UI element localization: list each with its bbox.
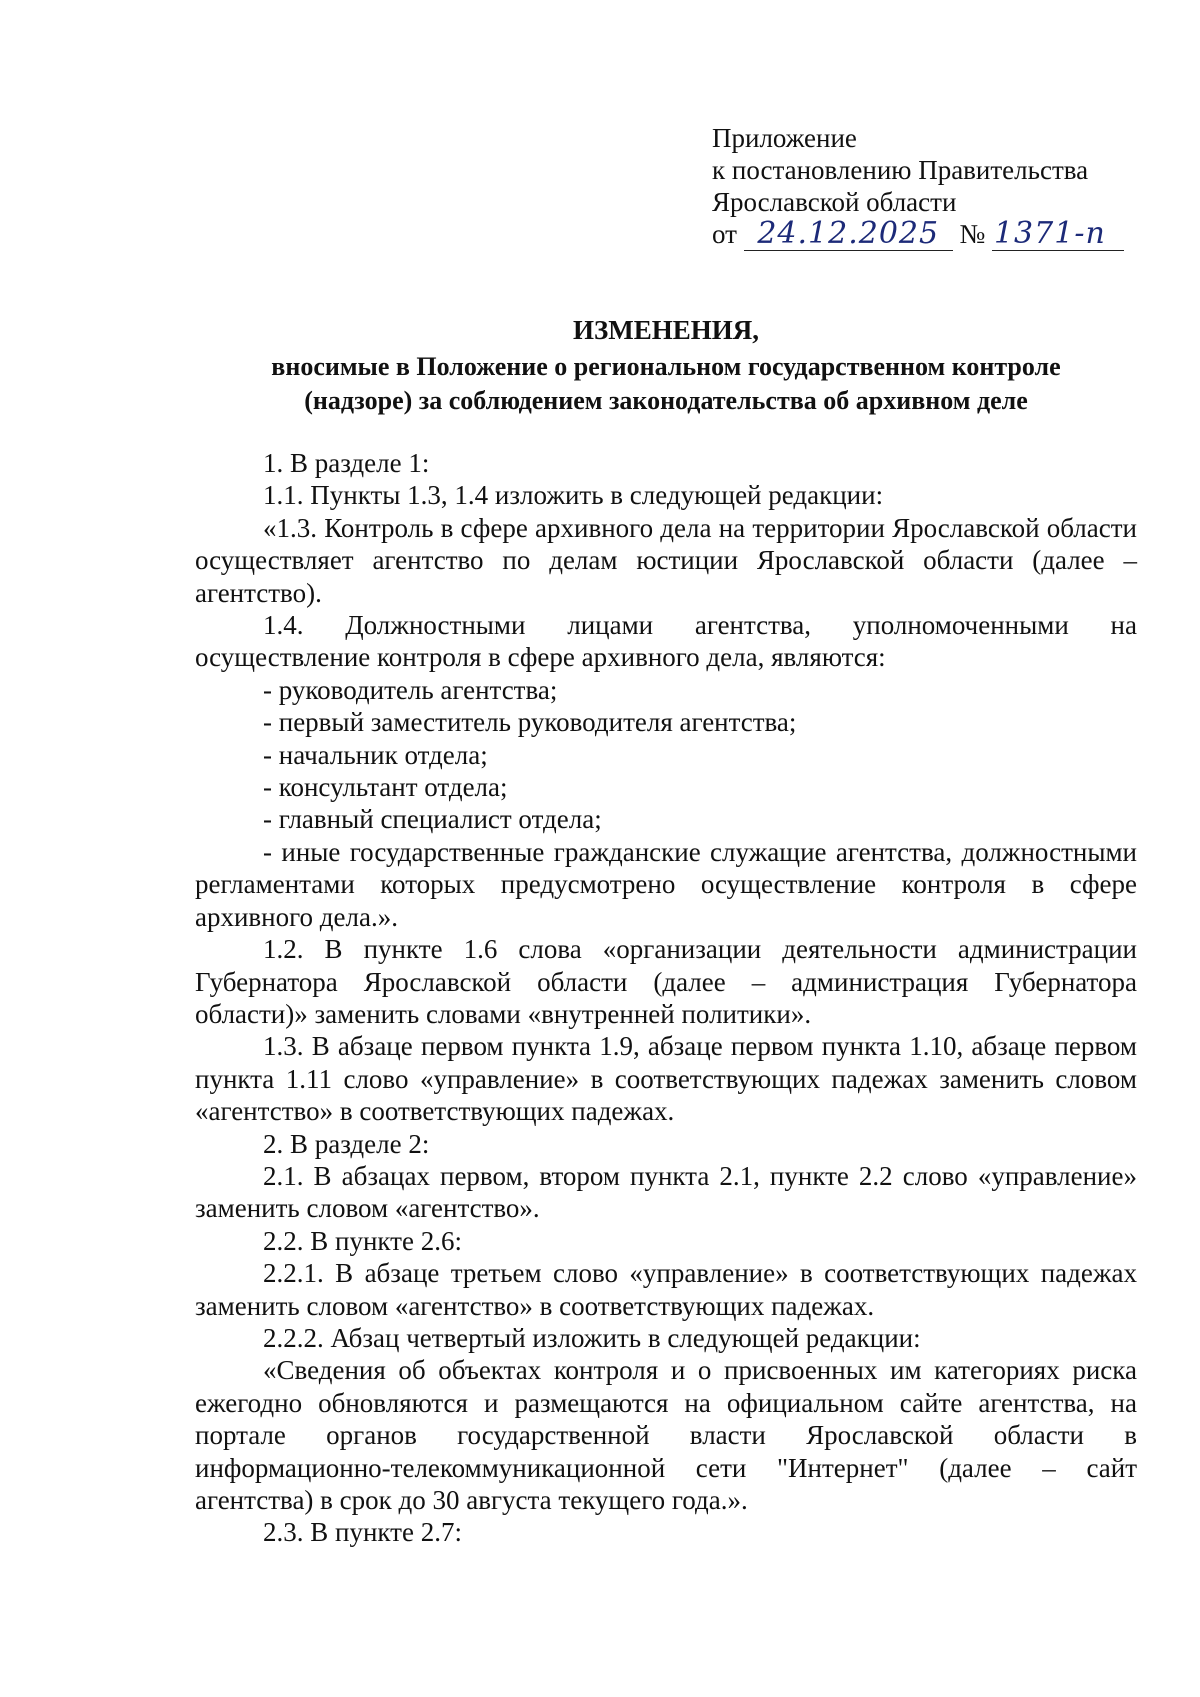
paragraph: 2.3. В пункте 2.7:: [263, 1517, 462, 1548]
paragraph: 1.3. В абзаце первом пункта 1.9, абзаце первом пункта 1.10, абзаце первом пункта 1.11 слово «управление» в соответствующих падежах заменить словом «агентство» в соответствующих падежах.: [195, 1031, 1137, 1127]
handwritten-number: 1371-п: [992, 218, 1124, 251]
paragraph: «1.3. Контроль в сфере архивного дела на территории Ярославской области осуществляет агентство по делам юстиции Ярославской области (далее – агентство).: [195, 512, 1137, 608]
paragraph: 2.2. В пункте 2.6:: [263, 1225, 462, 1256]
paragraph: 1.4. Должностными лицами агентства, уполномоченными на осуществление контроля в сфере архивного дела, являются:: [195, 610, 1137, 673]
document-body: [195, 447, 1137, 1549]
appendix-resolution-line: к постановлению Правительства: [712, 155, 1089, 185]
document-subtitle-line-2: (надзоре) за соблюдением законодательства об архивном деле: [304, 386, 1028, 415]
paragraph: 1. В разделе 1:: [263, 448, 430, 478]
paragraph: 2.2.2. Абзац четвертый изложить в следующей редакции:: [263, 1322, 921, 1353]
document-subtitle-line-1: вносимые в Положение о региональном государственном контроле: [271, 352, 1061, 381]
paragraph: «Сведения об объектах контроля и о присвоенных им категориях риска ежегодно обновляются и размещаются на официальном сайте агентства, на портале органов государственной власти Ярославской области в информационно-телекоммуникационной сети "Интернет" (далее – сайт агентства) в срок до 30 августа текущего года.».: [195, 1355, 1137, 1515]
paragraph: 1.1. Пункты 1.3, 1.4 изложить в следующей редакции:: [263, 480, 884, 511]
list-item: - иные государственные гражданские служащие агентства, должностными регламентами которых предусмотрено осуществление контроля в сфере архивного дела.».: [195, 836, 1137, 932]
list-item: - начальник отдела;: [263, 739, 488, 770]
appendix-date-number-line: [712, 218, 1172, 251]
list-item: - главный специалист отдела;: [263, 804, 602, 835]
list-item: - консультант отдела;: [263, 772, 508, 803]
number-prefix: №: [959, 219, 986, 249]
date-prefix: от: [712, 219, 737, 249]
appendix-title: Приложение: [712, 123, 857, 153]
document-title: ИЗМЕНЕНИЯ,: [572, 315, 759, 345]
document-title-block: [195, 312, 1137, 418]
paragraph: 2. В разделе 2:: [263, 1128, 430, 1159]
appendix-region-line: Ярославской области: [712, 187, 957, 217]
list-item: - первый заместитель руководителя агентства;: [263, 707, 797, 738]
handwritten-date: 24.12.2025: [744, 218, 953, 251]
paragraph: 1.2. В пункте 1.6 слова «организации деятельности администрации Губернатора Ярославской области (далее – администрация Губернатора области)» заменить словами «внутренней политики».: [195, 934, 1137, 1029]
list-item: - руководитель агентства;: [263, 674, 558, 705]
paragraph: 2.1. В абзацах первом, втором пункта 2.1, пункте 2.2 слово «управление» заменить словом «агентство».: [195, 1160, 1137, 1224]
paragraph: 2.2.1. В абзаце третьем слово «управление» в соответствующих падежах заменить словом «агентство» в соответствующих падежах.: [195, 1258, 1137, 1321]
appendix-block: [712, 122, 1172, 251]
